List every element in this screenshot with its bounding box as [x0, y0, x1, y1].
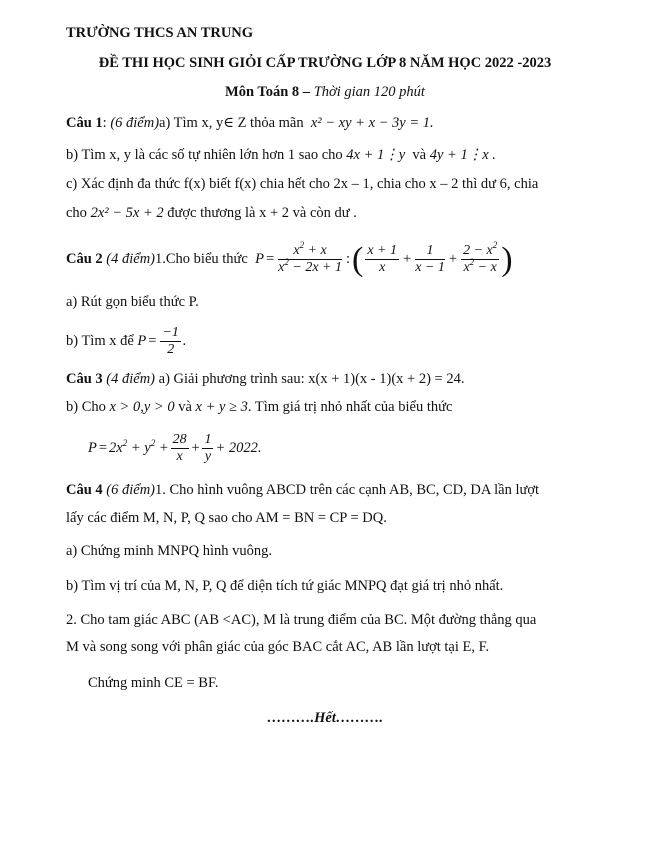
q3-b-line — [66, 398, 452, 416]
subject: Môn Toán 8 – — [225, 84, 311, 100]
q1-b-text: b) Tìm x, y là các số tự nhiên lớn hơn 1 sao cho — [66, 147, 343, 163]
q4-label: Câu 4 — [66, 482, 103, 498]
q1-c-line1: c) Xác định đa thức f(x) biết f(x) chia hết cho 2x – 1, chia cho x – 2 thì dư 6, chia — [66, 176, 539, 192]
q1-a-line: Câu 1: (6 điểm)a) Tìm x, y∈ Z thỏa mãn x² − xy + x − 3y = 1. — [66, 115, 434, 131]
exam-time: Thời gian 120 phút — [313, 84, 425, 100]
q4-p2-line2: M và song song với phân giác của góc BAC cắt AC, AB lần lượt tại E, F. — [66, 639, 490, 655]
q4-b-line: b) Tìm vị trí của M, N, P, Q để diện tích tứ giác MNPQ đạt giá trị nhỏ nhất. — [66, 578, 504, 594]
school-name: TRƯỜNG THCS AN TRUNG — [66, 25, 254, 41]
q4-p1-line2: lấy các điểm M, N, P, Q sao cho AM = BN = CP = DQ. — [66, 510, 387, 526]
q1-b-line — [66, 146, 496, 164]
p-expression: P = $\frac{x^2 + x}{x^2 - 2x + 1}$ :( $\frac{x + 1}{x}$ + $\frac{1}{x - 1}$ + $\frac{2 - x^2}{x^2 - x}$ ) — [251, 240, 513, 278]
q1-c-post: được thương là x + 2 và còn dư . — [167, 205, 357, 221]
q2-line — [66, 240, 513, 278]
q4-p1-text: 1. Cho hình vuông ABCD trên các cạnh AB, BC, CD, DA lần lượt — [155, 482, 540, 498]
q2-b-text: b) Tìm x để — [66, 333, 134, 349]
q2-a-line: a) Rút gọn biểu thức P. — [66, 294, 199, 310]
q1-b-and: và — [412, 147, 427, 163]
q3-points: (4 điểm) — [106, 371, 156, 387]
q1-c-pre: cho — [66, 205, 87, 221]
q3-b-cond2: x + y ≥ 3 — [195, 399, 248, 415]
q2-b-condition: P = $\frac{-1}{2}$ . — [137, 325, 187, 358]
exam-title: ĐỀ THI HỌC SINH GIỎI CẤP TRƯỜNG LỚP 8 NĂM HỌC 2022 -2023 — [98, 55, 552, 71]
q4-points: (6 điểm) — [106, 482, 156, 498]
q1-points: (6 điểm) — [110, 115, 160, 131]
q1-label: Câu 1 — [66, 115, 103, 131]
q1-a-text: a) Tìm x, y∈ Z thỏa mãn — [159, 115, 304, 131]
q1-b-eq2: 4y + 1⋮x . — [429, 147, 496, 163]
q3-b-expression: $P = 2x^2 + y^2$ + $\frac{28}{x}$ + $\frac{1}{y}$ + 2022. — [88, 432, 262, 465]
q1-c-line2 — [66, 204, 357, 222]
q3-a-text: a) Giải phương trình sau: x(x + 1)(x - 1)(x + 2) = 24. — [158, 371, 465, 387]
q4-a-line: a) Chứng minh MNPQ hình vuông. — [66, 543, 273, 559]
q3-b-and: và — [178, 399, 192, 415]
q1-c-poly: 2x² − 5x + 2 — [90, 205, 164, 221]
p-fraction-1: $\frac{x^2 + x}{x^2 - 2x + 1}$ — [278, 240, 342, 276]
q4-p2-line3: Chứng minh CE = BF. — [88, 675, 219, 691]
subject-line — [0, 83, 650, 101]
q4-p2-line1: 2. Cho tam giác ABC (AB <AC), M là trung điểm của BC. Một đường thẳng qua — [66, 612, 537, 628]
q2-lead: 1.Cho biểu thức — [155, 251, 248, 267]
q2-b-line — [66, 323, 187, 359]
q2-label: Câu 2 — [66, 251, 103, 267]
q2-points: (4 điểm) — [106, 251, 156, 267]
end-marker: ……….Hết………. — [267, 710, 383, 726]
q3-b-post: . Tìm giá trị nhỏ nhất của biểu thức — [247, 399, 453, 415]
q3-label: Câu 3 — [66, 371, 103, 387]
q3-b-cond1: x > 0,y > 0 — [109, 399, 175, 415]
q1-b-eq1: 4x + 1⋮y — [346, 147, 406, 163]
q1-a-equation: x² − xy + x − 3y = 1. — [310, 115, 434, 131]
q4-p1-line1 — [66, 481, 539, 499]
q3-b-pre: b) Cho — [66, 399, 106, 415]
q3-a-line — [66, 370, 464, 388]
